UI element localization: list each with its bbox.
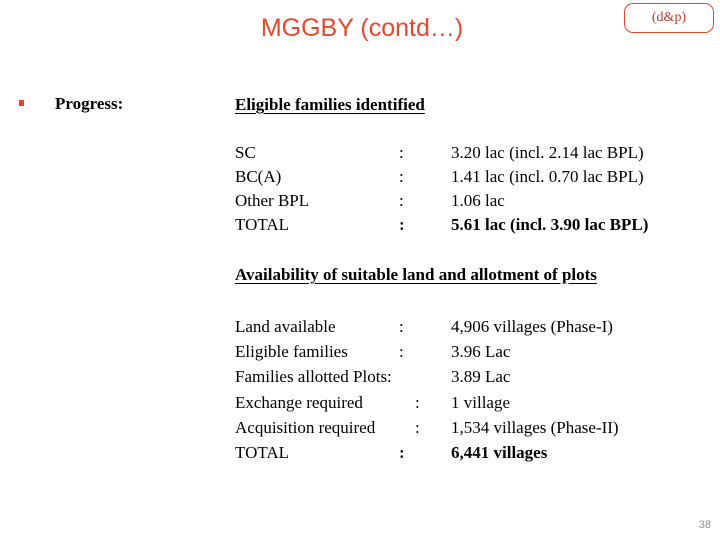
row-colon: : <box>399 143 404 162</box>
row-colon: : <box>415 393 420 412</box>
bullet-square-icon <box>19 100 24 106</box>
row-value: 1.06 lac <box>451 191 505 210</box>
dp-badge: (d&p) <box>624 3 714 33</box>
row-value: 4,906 villages (Phase-I) <box>451 317 613 336</box>
row-value: 1.41 lac (incl. 0.70 lac BPL) <box>451 167 644 186</box>
row-value: 6,441 villages <box>451 443 548 462</box>
row-value: 1,534 villages (Phase-II) <box>451 418 619 437</box>
row-label: Eligible families <box>235 342 348 361</box>
row-value: 3.20 lac (incl. 2.14 lac BPL) <box>451 143 644 162</box>
row-label: TOTAL <box>235 215 290 234</box>
row-colon: : <box>399 317 404 336</box>
row-colon: : <box>399 167 404 186</box>
row-label: SC <box>235 143 256 162</box>
row-value: 3.96 Lac <box>451 342 511 361</box>
slide-title: MGGBY (contd…) <box>260 14 464 42</box>
row-value: 3.89 Lac <box>451 367 511 386</box>
eligible-families-heading: Eligible families identified <box>235 95 425 114</box>
row-label: Acquisition required <box>235 418 376 437</box>
row-colon: : <box>399 443 405 462</box>
land-availability-heading: Availability of suitable land and allotment of plots <box>235 265 597 284</box>
progress-label: Progress: <box>55 94 124 113</box>
page-number: 38 <box>698 519 711 531</box>
row-label: Families allotted Plots: <box>235 367 392 386</box>
row-colon: : <box>399 215 405 234</box>
row-value: 5.61 lac (incl. 3.90 lac BPL) <box>451 215 649 234</box>
row-value: 1 village <box>451 393 511 412</box>
row-colon: : <box>399 342 404 361</box>
row-label: Exchange required <box>235 393 363 412</box>
row-label: Other BPL <box>235 191 310 210</box>
row-label: Land available <box>235 317 336 336</box>
row-colon: : <box>399 191 404 210</box>
row-label: BC(A) <box>235 167 282 186</box>
row-label: TOTAL <box>235 443 290 462</box>
row-colon: : <box>415 418 420 437</box>
